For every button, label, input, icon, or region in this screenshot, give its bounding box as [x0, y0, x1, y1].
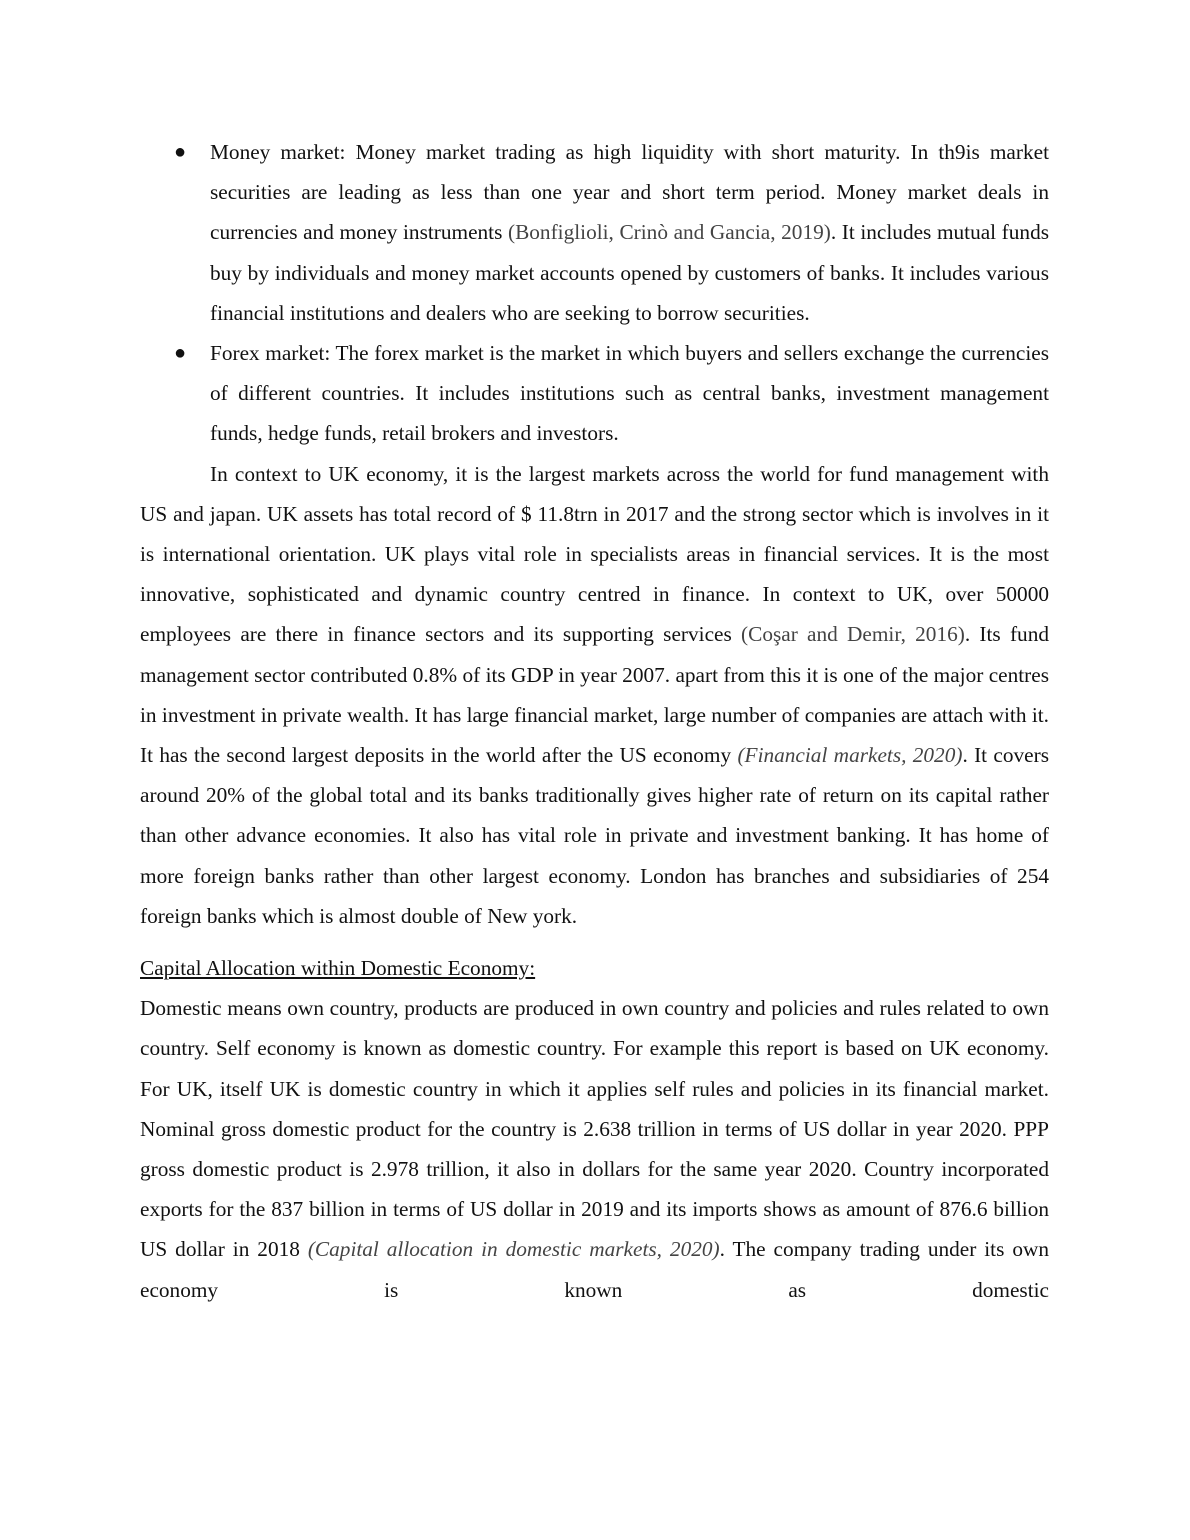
body-text: Money market: Money market trading as high liquidity with short maturity. In th9is market securities are leading as less than one year and short term period. Money market deals in currencies and money instruments	[210, 140, 1049, 245]
body-text: . The company trading under its own economy is known as domestic	[140, 1237, 1050, 1302]
citation: (Capital allocation in domestic markets, 2020)	[307, 1237, 720, 1262]
citation: (Financial markets, 2020)	[737, 743, 963, 768]
body-text: Domestic means own country, products are produced in own country and policies and rules related to own country. Self economy is known as domestic country. For example this report is based on UK economy. For UK, itself UK is domestic country in which it applies self rules and policies in its financial market. Nominal gross domestic product for the country is 2.638 trillion in terms of US dollar in year 2020. PPP gross domestic product is 2.978 trillion, it also in dollars for the same year 2020. Country incorporated exports for the 837 billion in terms of US dollar in 2019 and its imports shows as amount of 876.6 billion US dollar in 2018	[140, 996, 1049, 1262]
section-heading: Capital Allocation within Domestic Economy:	[140, 956, 536, 981]
paragraph-domestic	[140, 988, 1049, 1310]
body-text: . It includes mutual funds buy by individuals and money market accounts opened by customers of banks. It includes various financial institutions and dealers who are seeking to borrow securities.	[210, 220, 1050, 325]
body-text: Forex market: The forex market is the market in which buyers and sellers exchange the currencies of different countries. It includes institutions such as central banks, investment management funds, hedge funds, retail brokers and investors.	[210, 341, 1049, 446]
citation: (Bonfiglioli, Crinò and Gancia, 2019)	[507, 220, 831, 245]
list-item-forex-market	[140, 333, 1049, 454]
citation: (Coşar and Demir, 2016)	[741, 622, 965, 647]
bullet-icon: ●	[174, 141, 187, 163]
list-item-money-market	[140, 132, 1049, 333]
body-text: In context to UK economy, it is the largest markets across the world for fund management with US and japan. UK assets has total record of $ 11.8trn in 2017 and the strong sector which is involves in it is international orientation. UK plays vital role in specialists areas in financial services. It is the most innovative, sophisticated and dynamic country centred in finance. In context to UK, over 50000 employees are there in finance sectors and its supporting services	[140, 461, 1049, 647]
body-text: . Its fund management sector contributed 0.8% of its GDP in year 2007. apart from this it is one of the major centres in investment in private wealth. It has large financial market, large number of companies are attach with it. It has the second largest deposits in the world after the US economy	[140, 622, 1049, 768]
bullet-icon: ●	[174, 342, 187, 365]
document-page	[140, 132, 1049, 1310]
body-text: . It covers around 20% of the global total and its banks traditionally gives higher rate of return on its capital rather than other advance economies. It also has vital role in private and investment banking. It has home of more foreign banks rather than other largest economy. London has branches and subsidiaries of 254 foreign banks which is almost double of New york.	[140, 743, 1050, 928]
paragraph-uk-economy	[140, 454, 1049, 936]
bullet-list	[140, 132, 1049, 454]
